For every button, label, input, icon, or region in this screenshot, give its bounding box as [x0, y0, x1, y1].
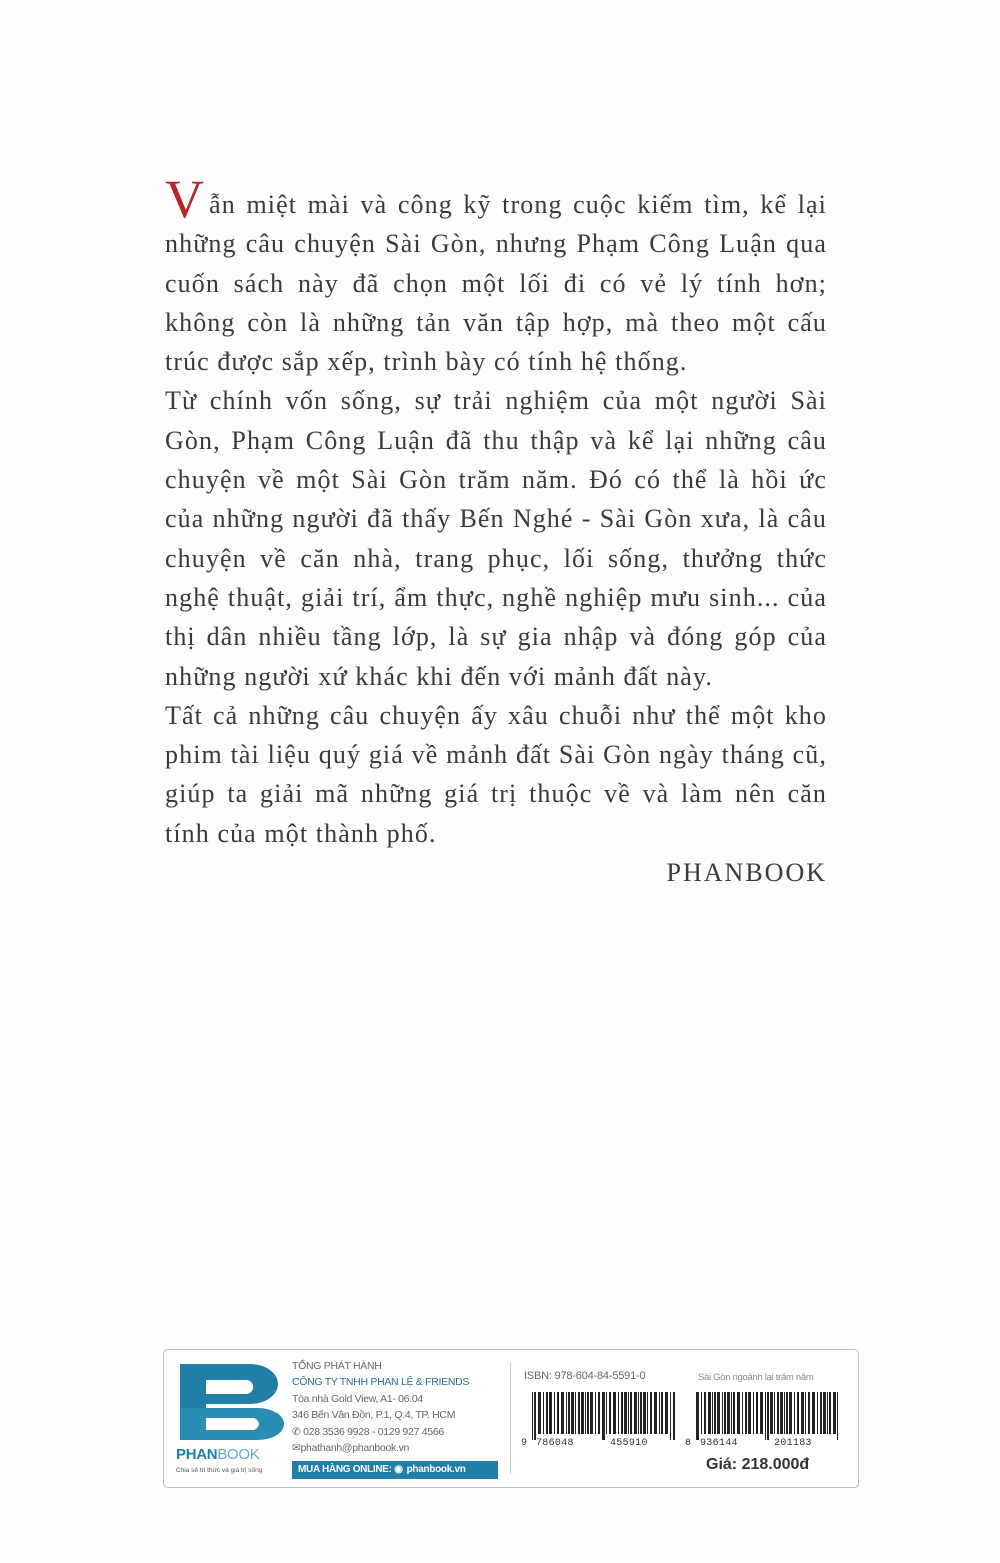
publisher-signature: PHANBOOK — [666, 858, 827, 888]
price-barcode — [694, 1392, 840, 1440]
drop-cap: V — [165, 169, 206, 229]
price-label: Giá: 218.000đ — [706, 1456, 810, 1473]
barcode2-right-digits: 201183 — [774, 1438, 812, 1449]
blurb-paragraph-1 — [165, 169, 827, 381]
globe-icon: ◉ — [391, 1464, 403, 1475]
barcode1-left-digits: 786048 — [536, 1438, 574, 1449]
isbn-barcode — [530, 1392, 676, 1440]
distributor-phone — [292, 1424, 502, 1440]
divider — [510, 1362, 511, 1474]
phone-icon: ✆ — [292, 1425, 301, 1438]
book-title-small: Sài Gòn ngoảnh lại trăm năm — [698, 1372, 814, 1383]
buy-online-url[interactable]: phanbook.vn — [406, 1464, 466, 1475]
distributor-info — [292, 1358, 502, 1456]
logo-tagline: Chia sẻ tri thức và giá trị sống — [176, 1467, 263, 1474]
back-cover-blurb — [165, 169, 827, 892]
distributor-title: TỔNG PHÁT HÀNH — [292, 1360, 382, 1372]
barcode2-left-digits: 936144 — [700, 1438, 738, 1449]
barcode1-first-digit: 9 — [521, 1438, 528, 1449]
blurb-paragraph-1-text: ẫn miệt mài và công kỹ trong cuộc kiếm tìm, kể lại những câu chuyện Sài Gòn, nhưng Phạm Công Luận qua cuốn sách này đã chọn một lối đi có vẻ lý tính hơn; không còn là những tản văn tập hợp, mà theo một cấu trúc được sắp xếp, trình bày có tính hệ thống. — [165, 190, 827, 377]
email-text: phathanh@phanbook.vn — [300, 1442, 410, 1455]
mail-icon: ✉ — [292, 1442, 301, 1455]
logo-word-light: BOOK — [217, 1446, 260, 1463]
logo-wordmark — [176, 1446, 288, 1463]
phanbook-logo — [176, 1360, 286, 1480]
barcode1-right-digits: 455910 — [610, 1438, 648, 1449]
publisher-info-panel — [163, 1349, 859, 1488]
distributor-email — [292, 1440, 502, 1456]
distributor-address-2: 346 Bến Vân Đồn, P.1, Q.4, TP. HCM — [292, 1409, 456, 1422]
blurb-paragraph-3: Tất cả những câu chuyện ấy xâu chuỗi như thể một kho phim tài liệu quý giá về mảnh đất Sài Gòn ngày tháng cũ, giúp ta giải mã những giá trị thuộc về và làm nên căn tính của một thành phố. — [165, 700, 827, 848]
isbn-text: ISBN: 978-604-84-5591-0 — [524, 1370, 646, 1382]
barcode2-first-digit: 8 — [685, 1438, 692, 1449]
distributor-company: CÔNG TY TNHH PHAN LỆ & FRIENDS — [292, 1376, 470, 1389]
buy-online-label: MUA HÀNG ONLINE: — [298, 1464, 392, 1475]
phone-text: 028 3536 9928 - 0129 927 4566 — [303, 1425, 444, 1438]
logo-word-bold: PHAN — [176, 1446, 218, 1463]
phanbook-logo-icon — [176, 1360, 286, 1442]
blurb-paragraph-2: Từ chính vốn sống, sự trải nghiệm của một người Sài Gòn, Phạm Công Luận đã thu thập và kể lại những câu chuyện về một Sài Gòn trăm năm. Đó có thể là hồi ức của những người đã thấy Bến Nghé - Sài Gòn xưa, là câu chuyện về căn nhà, trang phục, lối sống, thưởng thức nghệ thuật, giải trí, ẩm thực, nghề nghiệp mưu sinh... của thị dân nhiều tầng lớp, là sự gia nhập và đóng góp của những người xứ khác khi đến với mảnh đất này. — [165, 386, 827, 691]
distributor-address-1: Tòa nhà Gold View, A1- 06.04 — [292, 1392, 423, 1405]
buy-online-bar — [292, 1461, 498, 1479]
